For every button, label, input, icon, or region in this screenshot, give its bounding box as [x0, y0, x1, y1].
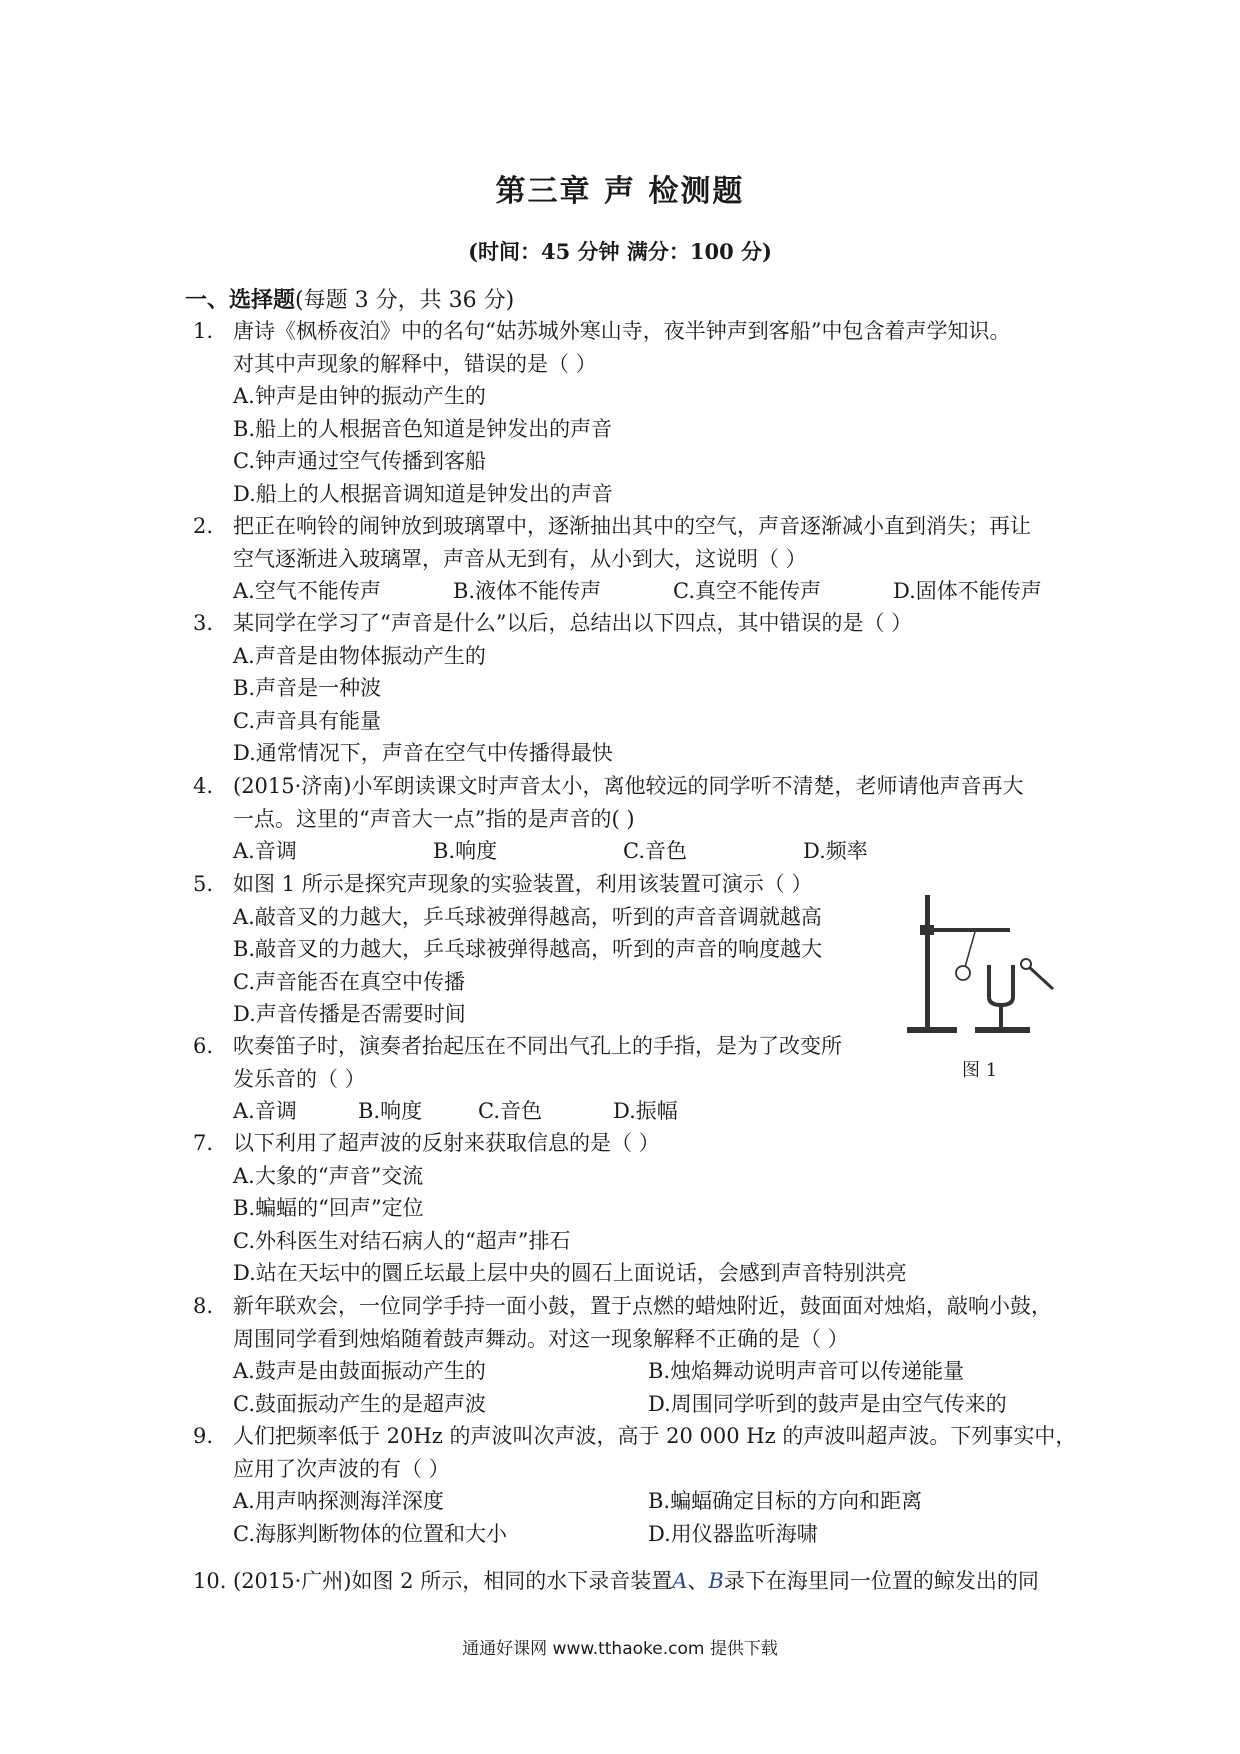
option-d: D.固体不能传声	[893, 579, 1042, 603]
device-a-label: A	[672, 1569, 688, 1593]
option-a: A.用声呐探测海洋深度	[233, 1489, 444, 1513]
option-b: B.液体不能传声	[453, 579, 602, 603]
option-d: D.站在天坛中的圜丘坛最上层中央的圆石上面说话，会感到声音特别洪亮	[233, 1261, 907, 1285]
option-b: B.船上的人根据音色知道是钟发出的声音	[233, 416, 613, 441]
question-text: 新年联欢会，一位同学手持一面小鼓，置于点燃的蜡烛附近，鼓面面对烛焰，敲响小鼓，	[233, 1294, 1052, 1318]
question-text: 以下利用了超声波的反射来获取信息的是（ ）	[233, 1131, 660, 1155]
option-b: B.响度	[358, 1099, 423, 1123]
question-number: 1.	[193, 319, 214, 343]
question-text: 人们把频率低于 20Hz 的声波叫次声波，高于 20 000 Hz 的声波叫超声波。下列事实中，	[233, 1424, 1077, 1448]
question-text-end: 录下在海里同一位置的鲸发出的同	[723, 1569, 1039, 1593]
question-number: 2.	[193, 514, 214, 538]
question-text: 对其中声现象的解释中，错误的是（ ）	[233, 351, 597, 376]
question-text-start: (2015·广州)如图 2 所示，相同的水下录音装置	[233, 1569, 673, 1593]
question-text: (2015·济南)小军朗读课文时声音太小，离他较远的同学听不清楚，老师请他声音再大	[233, 774, 1024, 798]
question-text: 空气逐渐进入玻璃罩，声音从无到有，从小到大，这说明（ ）	[233, 546, 807, 571]
option-c: C.鼓面振动产生的是超声波	[233, 1391, 486, 1416]
question-text: 应用了次声波的有（ ）	[233, 1456, 450, 1481]
option-b: B.蝙蝠确定目标的方向和距离	[648, 1489, 923, 1513]
question-text: 一点。这里的“声音大一点”指的是声音的( )	[233, 806, 635, 831]
section-note: (每题 3 分，共 36 分)	[295, 288, 515, 313]
question-number: 7.	[193, 1131, 214, 1155]
option-b: B.响度	[433, 839, 498, 863]
option-a: A.声音是由物体振动产生的	[233, 643, 486, 668]
section-heading	[185, 283, 514, 314]
option-c: C.音色	[478, 1099, 542, 1123]
option-d: D.用仪器监听海啸	[648, 1521, 818, 1546]
option-a: A.鼓声是由鼓面振动产生的	[233, 1359, 486, 1383]
option-b: B.蝙蝠的“回声”定位	[233, 1196, 424, 1220]
option-a: A.敲音叉的力越大，乒乓球被弹得越高，听到的声音音调就越高	[233, 904, 822, 929]
option-c: C.钟声通过空气传播到客船	[233, 449, 486, 473]
question-number: 4.	[193, 774, 214, 798]
figure-1-apparatus	[895, 885, 1065, 1085]
option-a: A.音调	[233, 1099, 297, 1123]
question-number: 6.	[193, 1034, 214, 1058]
section-title: 一、选择题	[185, 287, 296, 313]
option-a: A.钟声是由钟的振动产生的	[233, 384, 486, 408]
question-text: 吹奏笛子时，演奏者抬起压在不同出气孔上的手指，是为了改变所	[233, 1034, 842, 1058]
option-c: C.真空不能传声	[673, 579, 821, 603]
question-text: 周围同学看到烛焰随着鼓声舞动。对这一现象解释不正确的是（ ）	[233, 1326, 849, 1351]
question-text: 把正在响铃的闹钟放到玻璃罩中，逐渐抽出其中的空气，声音逐渐减小直到消失；再让	[233, 514, 1031, 538]
option-a: A.空气不能传声	[233, 579, 381, 603]
question-text: 如图 1 所示是探究声现象的实验装置，利用该装置可演示（ ）	[233, 872, 813, 896]
option-c: C.声音能否在真空中传播	[233, 969, 465, 994]
option-d: D.船上的人根据音调知道是钟发出的声音	[233, 481, 613, 506]
question-number: 10.	[193, 1569, 227, 1593]
option-d: D.通常情况下，声音在空气中传播得最快	[233, 741, 613, 765]
question-text: 发乐音的（ ）	[233, 1066, 366, 1091]
option-a: A.大象的“声音”交流	[233, 1163, 424, 1188]
option-c: C.音色	[623, 839, 687, 863]
option-c: C.声音具有能量	[233, 708, 381, 733]
option-b: B.声音是一种波	[233, 676, 382, 700]
question-text	[233, 1565, 1063, 1598]
device-b-label: B	[708, 1569, 724, 1593]
option-d: D.频率	[803, 839, 868, 863]
page-subtitle: (时间：45 分钟 满分：100 分)	[468, 239, 772, 264]
option-d: D.声音传播是否需要时间	[233, 1002, 466, 1026]
option-c: C.海豚判断物体的位置和大小	[233, 1521, 507, 1546]
question-number: 8.	[193, 1294, 214, 1318]
option-d: D.周围同学听到的鼓声是由空气传来的	[648, 1391, 1007, 1416]
option-c: C.外科医生对结石病人的“超声”排石	[233, 1228, 571, 1253]
option-a: A.音调	[233, 839, 297, 863]
question-number: 5.	[193, 872, 214, 896]
figure-1-caption: 图 1	[962, 1060, 998, 1081]
option-b: B.敲音叉的力越大，乒乓球被弹得越高，听到的声音的响度越大	[233, 937, 823, 961]
page-title: 第三章 声 检测题	[495, 174, 745, 209]
question-text: 某同学在学习了“声音是什么”以后，总结出以下四点，其中错误的是（ ）	[233, 611, 913, 635]
question-number: 9.	[193, 1424, 214, 1448]
question-number: 3.	[193, 611, 214, 635]
separator: 、	[687, 1569, 709, 1593]
question-text: 唐诗《枫桥夜泊》中的名句“姑苏城外寒山寺，夜半钟声到客船”中包含着声学知识。	[233, 319, 1011, 343]
page-footer: 通通好课网 www.tthaoke.com 提供下载	[462, 1639, 778, 1659]
option-d: D.振幅	[613, 1099, 678, 1123]
option-b: B.烛焰舞动说明声音可以传递能量	[648, 1359, 965, 1383]
